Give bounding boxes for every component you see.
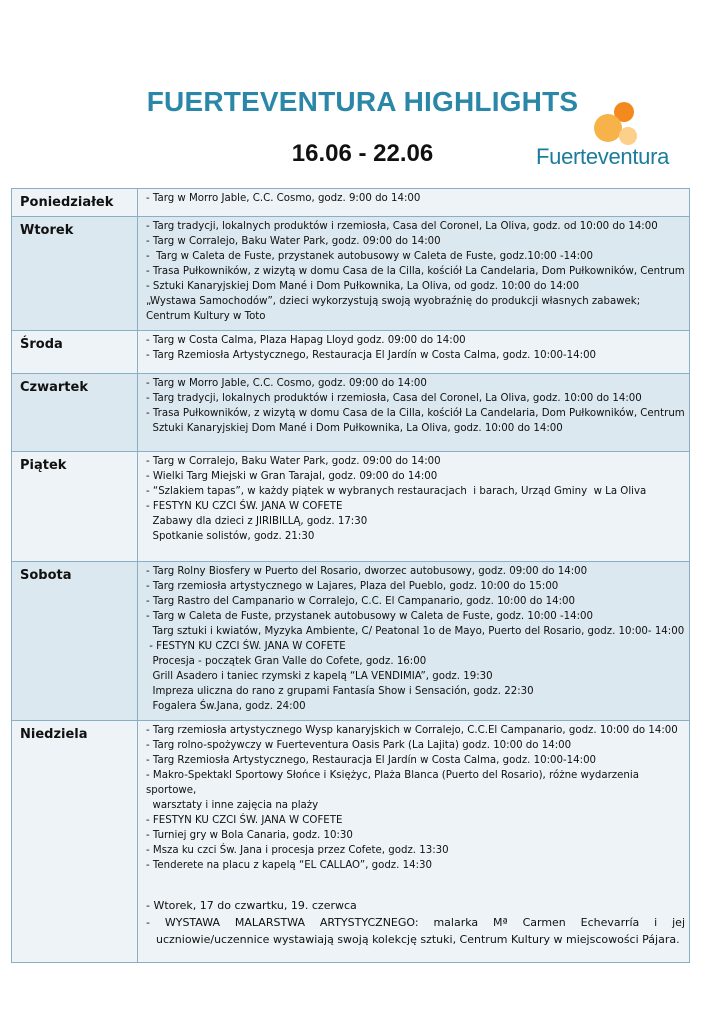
event-line: Grill Asadero i taniec rzymski z kapelą “LA VENDIMIA”, godz. 19:30	[146, 671, 493, 682]
fuerteventura-logo	[532, 100, 692, 172]
logo-wordmark: Fuerteventura	[536, 144, 670, 169]
event-line: Procesja - początek Gran Valle do Cofete, godz. 16:00	[146, 656, 427, 667]
event-line: - Targ w Morro Jable, C.C. Cosmo, godz. 9:00 do 14:00	[146, 193, 421, 204]
event-line: Sztuki Kanaryjskiej Dom Mané i Dom Pułkownika, La Oliva, godz. 10:00 do 14:00	[146, 423, 563, 434]
day-events	[138, 331, 690, 374]
event-line: - FESTYN KU CZCI ŚW. JANA W COFETE	[146, 501, 343, 512]
event-line: Spotkanie solistów, godz. 21:30	[146, 531, 315, 542]
event-line: - Targ Rzemiosła Artystycznego, Restauracja El Jardín w Costa Calma, godz. 10:00-14:00	[146, 755, 597, 766]
event-line: - Targ w Caleta de Fuste, przystanek autobusowy w Caleta de Fuste, godz. 10:00 -14:00	[146, 611, 594, 622]
event-line: warsztaty i inne zajęcia na plaży	[146, 800, 319, 811]
event-line: - Targ rzemiosła artystycznego Wysp kanaryjskich w Corralejo, C.C.El Campanario, godz. 10:00 do 14:00	[146, 725, 678, 736]
schedule-row-sunday	[12, 721, 690, 963]
day-events	[138, 217, 690, 331]
day-events	[138, 452, 690, 562]
schedule-row-friday	[12, 452, 690, 562]
event-line: - Turniej gry w Bola Canaria, godz. 10:30	[146, 830, 353, 841]
schedule-row-wednesday	[12, 331, 690, 374]
schedule-table	[11, 188, 690, 963]
date-range: 16.06 - 22.06	[291, 140, 434, 167]
event-line: - Targ tradycji, lokalnych produktów i rzemiosła, Casa del Coronel, La Oliva, godz. 10:00 do 14:00	[146, 393, 642, 404]
day-name: Poniedziałek	[12, 189, 138, 217]
event-line: - Targ w Corralejo, Baku Water Park, godz. 09:00 do 14:00	[146, 236, 441, 247]
schedule-row-saturday	[12, 562, 690, 721]
event-line: - Targ rolno-spożywczy w Fuerteventura Oasis Park (La Lajita) godz. 10:00 do 14:00	[146, 740, 572, 751]
day-events	[138, 189, 690, 217]
event-line: - Msza ku czci Św. Jana i procesja przez Cofete, godz. 13:30	[146, 845, 449, 856]
exhibition-notes	[146, 897, 685, 948]
day-name: Środa	[12, 331, 138, 374]
page-title: FUERTEVENTURA HIGHLIGHTS	[146, 86, 579, 117]
event-line: - Targ Rzemiosła Artystycznego, Restauracja El Jardín w Costa Calma, godz. 10:00-14:00	[146, 350, 597, 361]
event-line: - Targ Rolny Biosfery w Puerto del Rosario, dworzec autobusowy, godz. 09:00 do 14:00	[146, 566, 588, 577]
event-line: Targ sztuki i kwiatów, Myzyka Ambiente, C/ Peatonal 1o de Mayo, Puerto del Rosario, godz. 10:00- 14:00	[146, 626, 685, 637]
schedule-row-tuesday	[12, 217, 690, 331]
note-line: - Wtorek, 17 do czwartku, 19. czerwca	[146, 899, 357, 912]
day-name: Czwartek	[12, 374, 138, 452]
schedule-row-monday	[12, 189, 690, 217]
note-line: - WYSTAWA MALARSTWA ARTYSTYCZNEGO: malarka Mª Carmen Echevarría i jej uczniowie/uczennice wystawiają swoją kolekcję sztuki, Centrum Kultury w miejscowości Pájara.	[146, 916, 685, 946]
event-line: - Targ Rastro del Campanario w Corralejo, C.C. El Campanario, godz. 10:00 do 14:00	[146, 596, 575, 607]
day-events	[138, 721, 690, 963]
event-line: - Wielki Targ Miejski w Gran Tarajal, godz. 09:00 do 14:00	[146, 471, 438, 482]
day-name: Sobota	[12, 562, 138, 721]
day-name: Wtorek	[12, 217, 138, 331]
event-line: - Trasa Pułkowników, z wizytą w domu Casa de la Cilla, kościół La Candelaria, Dom Pułkowników, Centrum	[146, 408, 685, 419]
event-line: - Targ w Corralejo, Baku Water Park, godz. 09:00 do 14:00	[146, 456, 441, 467]
event-line: - Targ tradycji, lokalnych produktów i rzemiosła, Casa del Coronel, La Oliva, godz. od 10:00 do 14:00	[146, 221, 658, 232]
event-line: - “Szlakiem tapas”, w każdy piątek w wybranych restauracjach i barach, Urząd Gminy w La Oliva	[146, 486, 647, 497]
day-name: Piątek	[12, 452, 138, 562]
event-line: - Targ w Caleta de Fuste, przystanek autobusowy w Caleta de Fuste, godz.10:00 -14:00	[146, 251, 594, 262]
event-line: - Targ w Costa Calma, Plaza Hapag Lloyd godz. 09:00 do 14:00	[146, 335, 466, 346]
event-line: Fogalera Św.Jana, godz. 24:00	[146, 701, 306, 712]
event-line: „Wystawa Samochodów”, dzieci wykorzystują swoją wyobraźnię do produkcji własnych zabawek; Centrum Kultury w Toto	[146, 296, 644, 322]
day-name: Niedziela	[12, 721, 138, 963]
event-line: - Trasa Pułkowników, z wizytą w domu Casa de la Cilla, kościół La Candelaria, Dom Pułkowników, Centrum - Sztuki Kanaryjskiej Dom Mané i Dom Pułkownika, La Oliva, od godz. 10:00 do 14:00	[146, 266, 688, 292]
event-line: Zabawy dla dzieci z JIRIBILLĄ, godz. 17:30	[146, 516, 368, 527]
event-line: - Tenderete na placu z kapelą “EL CALLAO”, godz. 14:30	[146, 860, 432, 871]
schedule-row-thursday	[12, 374, 690, 452]
event-line: - Makro-Spektakl Sportowy Słońce i Księżyc, Plaża Blanca (Puerto del Rosario), różne wydarzenia sportowe,	[146, 770, 643, 796]
day-events	[138, 374, 690, 452]
day-events	[138, 562, 690, 721]
event-line: - Targ rzemiosła artystycznego w Lajares, Plaza del Pueblo, godz. 10:00 do 15:00	[146, 581, 559, 592]
event-line: - Targ w Morro Jable, C.C. Cosmo, godz. 09:00 do 14:00	[146, 378, 427, 389]
event-line: - FESTYN KU CZCI ŚW. JANA W COFETE	[146, 815, 343, 826]
event-line: - FESTYN KU CZCI ŚW. JANA W COFETE	[146, 641, 346, 652]
event-line: Impreza uliczna do rano z grupami Fantasía Show i Sensación, godz. 22:30	[146, 686, 534, 697]
logo-sun-icon	[590, 100, 640, 148]
